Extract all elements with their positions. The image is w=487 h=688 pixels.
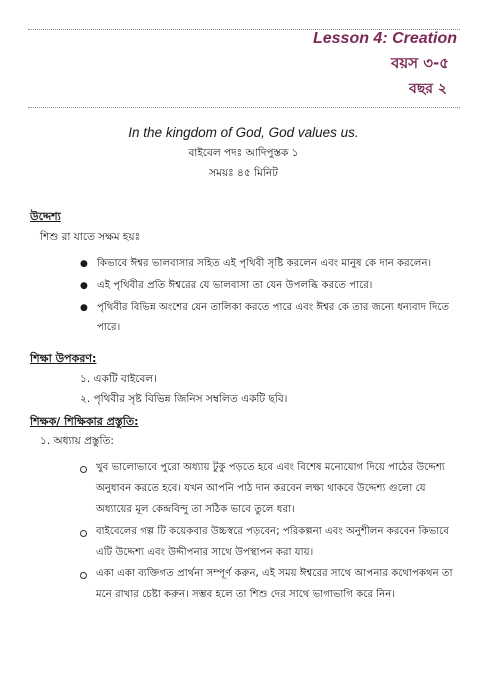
material-item: ২. পৃথিবীর সৃষ্ট বিভিন্ন জিনিস সম্বলিত একটি ছবি। [80, 393, 288, 405]
bullet-icon: ● [80, 303, 88, 313]
objective-item: কিভাবে ঈশ্বর ভালবাসার সহিত এই পৃথিবী সৃষ্টি করলেন এবং মানুষ কে দান করলেন। [97, 258, 432, 269]
preparation-point: খুব ভালোভাবে পুরো অধ্যায় টুকু পড়তে হবে এবং বিশেষ মনোযোগ দিয়ে পাঠের উদ্দেশ্য [96, 462, 445, 473]
objective-item: এই পৃথিবীর প্রতি ঈশ্বরের যে ভালবাসা তা যেন উপলব্ধি করতে পারে। [97, 280, 373, 291]
objectives-intro: শিশু রা যাতে সক্ষম হয়ঃ [40, 231, 141, 243]
lesson-title: Lesson 4: Creation [312, 30, 457, 47]
preparation-point-continued: অধ্যায়ের মূল কেন্দ্রবিন্দু তা সঠিক ভাবে তুলে ধরা। [96, 504, 295, 515]
preparation-point: বাইবেলের গল্প টি কয়েকবার উচ্চস্বরে পড়বেন; পরিকল্পনা এবং অনুশীলন করবেন কিভাবে [96, 526, 449, 537]
bible-passage: বাইবেল পদঃ আদিপুস্তক ১ [188, 147, 299, 159]
material-item: ১. একটি বাইবেল। [80, 373, 157, 385]
bullet-icon: ● [80, 281, 88, 291]
objective-item: পৃথিবীর বিভিন্ন অংশের যেন তালিকা করতে পারে এবং ঈশ্বর কে তার জন্যে ধন্যবাদ দিতে [97, 302, 450, 313]
preparation-point-continued: এটি উদ্দেশ্য এবং উদ্দীপনার সাথে উপস্থাপন করা যায়। [96, 547, 314, 558]
preparation-point-continued: অনুধাবন করতে হবে। যখন আপনি পাঠ দান করবেন লক্ষ্য থাকবে উদ্দেশ্য গুলো যে [96, 483, 426, 494]
circle-bullet-icon [80, 530, 87, 537]
circle-bullet-icon [80, 572, 87, 579]
lesson-time: সময়ঃ ৪৫ মিনিট [209, 167, 278, 179]
preparation-heading: শিক্ষক/ শিক্ষিকার প্রস্তুতি: [30, 415, 139, 428]
objectives-heading: উদ্দেশ্য [30, 210, 61, 223]
header-divider [28, 107, 460, 108]
bullet-icon: ● [80, 259, 88, 269]
preparation-point-continued: মনে রাখার চেষ্টা করুন। সম্ভব হলে তা শিশু দের সাথে ভাগাভাগি করে নিন। [96, 589, 395, 600]
lesson-theme: In the kingdom of God, God values us. [128, 125, 359, 140]
preparation-step: ১. অধ্যায় প্রস্তুতি: [40, 435, 114, 447]
circle-bullet-icon [80, 466, 87, 473]
materials-heading: শিক্ষা উপকরণ: [30, 352, 97, 365]
age-label: বয়স ৩-৫ [390, 54, 449, 72]
preparation-point: একা একা ব্যক্তিগত প্রার্থনা সম্পূর্ণ করুন, এই সময় ঈশ্বরের সাথে আপনার কথোপকথন তা [96, 568, 453, 579]
objective-item-continued: পারে। [97, 322, 121, 333]
years-label: বছর ২ [409, 81, 447, 97]
